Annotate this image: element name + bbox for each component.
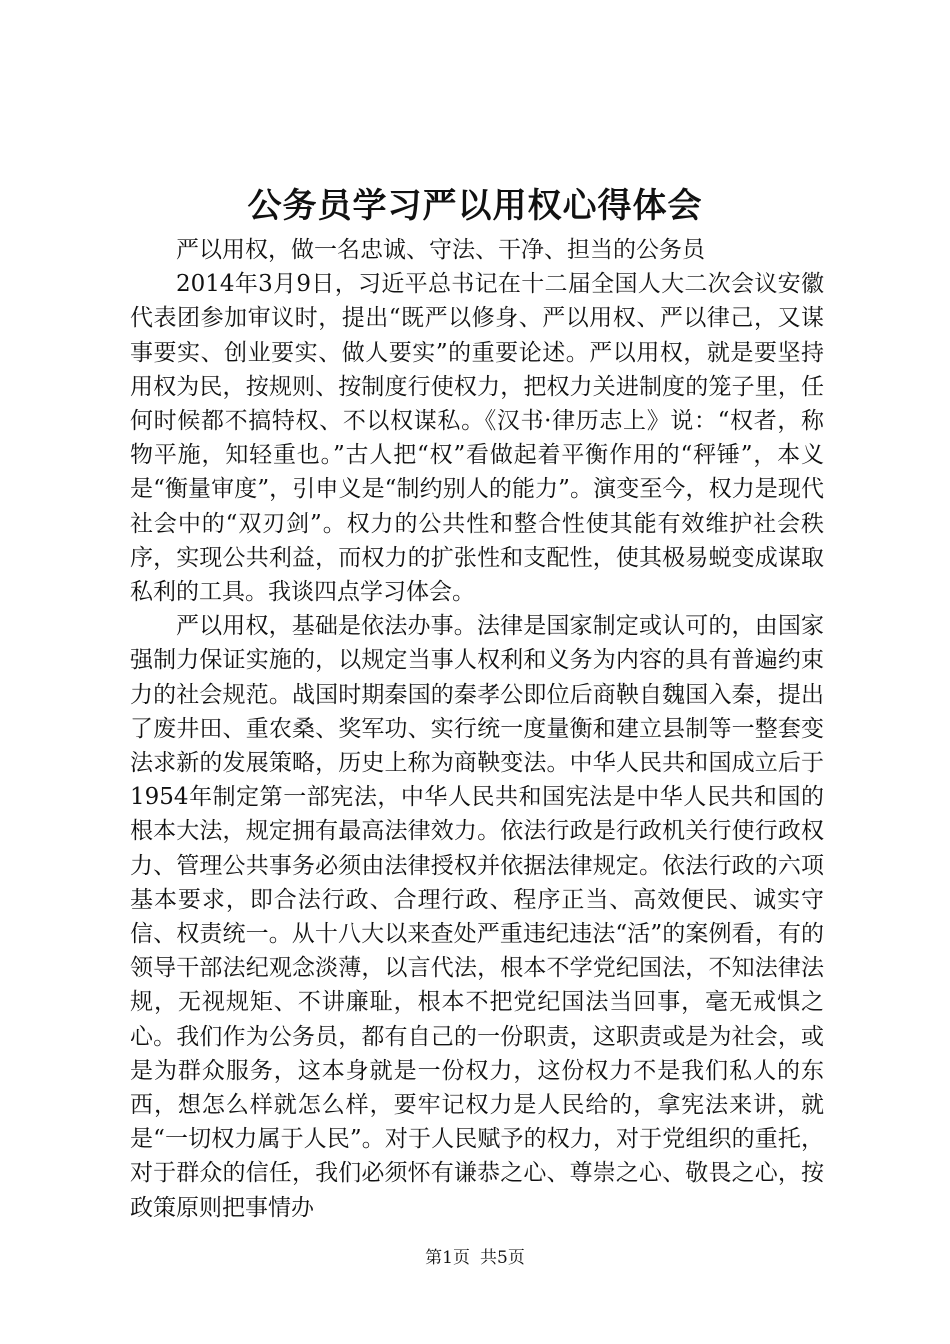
page-footer [0,1246,950,1270]
document-body [130,233,824,1225]
page-total: 共5页 [480,1248,525,1268]
paragraph-intro: 2014年3月9日，习近平总书记在十二届全国人大二次会议安徽代表团参加审议时，提出“既严以修身、严以用权、严以律己，又谋事要实、创业要实、做人要实”的重要论述。严以用权，就是要坚持用权为民，按规则、按制度行使权力，把权力关进制度的笼子里，任何时候都不搞特权、不以权谋私。《汉书·律历志上》说：“权者，称物平施，知轻重也。”古人把“权”看做起着平衡作用的“秤锤”，本义是“衡量审度”，引申义是“制约别人的能力”。演变至今，权力是现代社会中的“双刃剑”。权力的公共性和整合性使其能有效维护社会秩序，实现公共利益，而权力的扩张性和支配性，使其极易蜕变成谋取私利的工具。我谈四点学习体会。 [130,271,824,606]
document-title: 公务员学习严以用权心得体会 [247,186,703,226]
page-number: 第1页 [425,1248,470,1268]
paragraph-rule-of-law: 严以用权，基础是依法办事。法律是国家制定或认可的，由国家强制力保证实施的，以规定当事人权利和义务为内容的具有普遍约束力的社会规范。战国时期秦国的秦孝公即位后商鞅自魏国入秦，提出了废井田、重农桑、奖军功、实行统一度量衡和建立县制等一整套变法求新的发展策略，历史上称为商鞅变法。中华人民共和国成立后于1954年制定第一部宪法，中华人民共和国宪法是中华人民共和国的根本大法，规定拥有最高法律效力。依法行政是行政机关行使行政权力、管理公共事务必须由法律授权并依据法律规定。依法行政的六项基本要求，即合法行政、合理行政、程序正当、高效便民、诚实守信、权责统一。从十八大以来查处严重违纪违法“活”的案例看，有的领导干部法纪观念淡薄，以言代法，根本不学党纪国法，不知法律法规，无视规矩、不讲廉耻，根本不把党纪国法当回事，毫无戒惧之心。我们作为公务员，都有自己的一份职责，这职责或是为社会，或是为群众服务，这本身就是一份权力，这份权力不是我们私人的东西，想怎么样就怎么样，要牢记权力是人民给的，拿宪法来讲，就是“一切权力属于人民”。对于人民赋予的权力，对于党组织的重托，对于群众的信任，我们必须怀有谦恭之心、尊崇之心、敬畏之心，按政策原则把事情办 [130,613,824,1221]
paragraph-subtitle: 严以用权，做一名忠诚、守法、干净、担当的公务员 [176,237,705,263]
